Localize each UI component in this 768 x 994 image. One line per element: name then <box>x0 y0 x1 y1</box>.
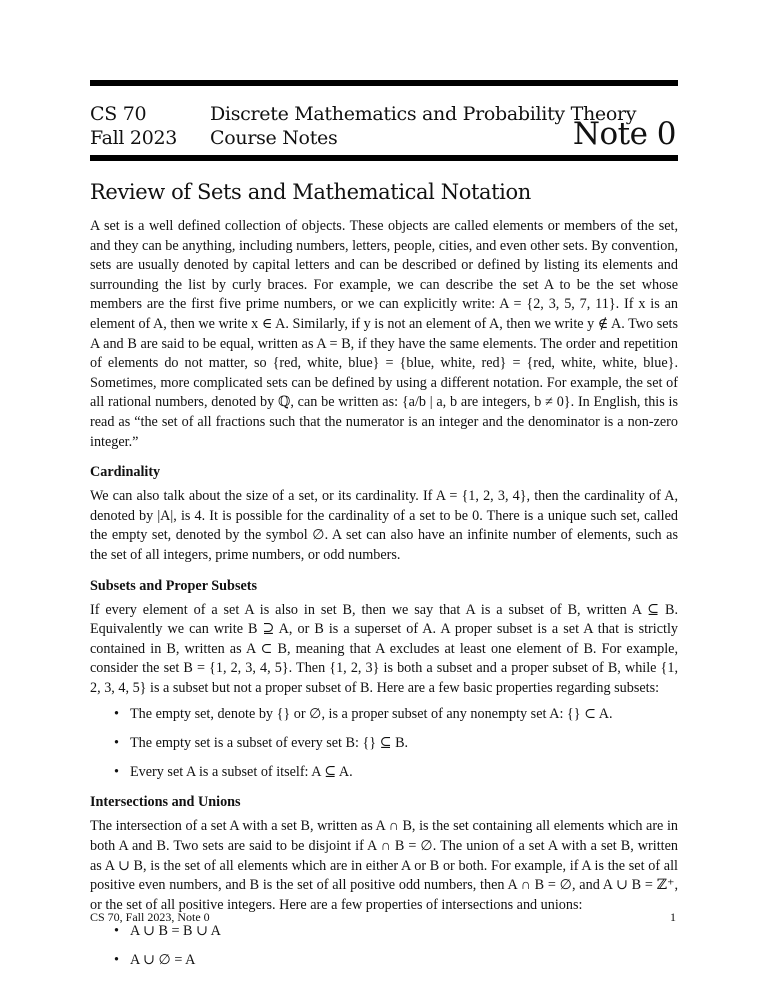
list-item: • The empty set is a subset of every set B: {} ⊆ B. <box>90 734 678 753</box>
header-bottom-rule <box>90 155 678 161</box>
note-body <box>90 217 678 980</box>
section-heading-subsets: Subsets and Proper Subsets <box>90 577 258 594</box>
list-item: • A ∪ ∅ = A <box>90 951 678 970</box>
course-title: Discrete Mathematics and Probability Theory <box>210 103 637 125</box>
list-item: • Every set A is a subset of itself: A ⊆ A. <box>90 763 678 782</box>
footer-course-note: CS 70, Fall 2023, Note 0 <box>90 910 210 924</box>
intersections-bullet-list <box>90 922 678 970</box>
subsets-paragraph: If every element of a set A is also in set B, then we say that A is a subset of B, written A ⊆ B. Equivalently we can write B ⊇ A, or B is a superset of A. A proper subset is a set A that is strictly contained in B, written as A ⊂ B, meaning that A excludes at least one element of B. For example, consider the set B = {1, 2, 3, 4, 5}. Then {1, 2, 3} is both a subset and a proper subset of B, while {1, 2, 3, 4, 5} is a subset but not a proper subset of B. Here are a few basic properties regarding subsets: <box>90 601 678 696</box>
page-title: Review of Sets and Mathematical Notation <box>90 180 531 204</box>
page-number: 1 <box>670 910 676 924</box>
course-subtitle: Course Notes <box>210 127 338 149</box>
list-item: • A ∪ B = B ∪ A <box>90 922 678 941</box>
intro-paragraph: A set is a well defined collection of objects. These objects are called elements or members of the set, and they can be anything, including numbers, letters, people, cities, and even other sets. By convention, sets are usually denoted by capital letters and can be described or defined by listing its elements and surrounding the list by curly braces. For example, we can describe the set A to be the set whose members are the first five prime numbers, or we can explicitly write: A = {2, 3, 5, 7, 11}. If x is an element of A, then we write x ∈ A. Similarly, if y is not an element of A, then we write y ∉ A. Two sets A and B are said to be equal, written as A = B, if they have the same elements. The order and repetition of elements do not matter, so {red, white, blue} = {blue, white, red} = {red, white, white, blue}. Sometimes, more complicated sets can be defined by using a different notation. For example, the set of all rational numbers, denoted by ℚ, can be written as: {a/b | a, b are integers, b ≠ 0}. In English, this is read as “the set of all fractions such that the numerator is an integer and the denominator is a non-zero integer.” <box>90 218 678 450</box>
list-item: • The empty set, denote by {} or ∅, is a proper subset of any nonempty set A: {} ⊂ A. <box>90 705 678 724</box>
subsets-bullet-list <box>90 705 678 782</box>
cardinality-paragraph: We can also talk about the size of a set, or its cardinality. If A = {1, 2, 3, 4}, then the cardinality of A, denoted by |A|, is 4. It is possible for the cardinality of a set to be 0. There is a unique such set, called the empty set, denoted by the symbol ∅. A set can also have an infinite number of elements, such as the set of all integers, prime numbers, or odd numbers. <box>90 488 678 563</box>
section-heading-cardinality: Cardinality <box>90 464 161 481</box>
term: Fall 2023 <box>90 127 178 149</box>
intersections-paragraph: The intersection of a set A with a set B, written as A ∩ B, is the set containing all elements which are in both A and B. Two sets are said to be disjoint if A ∩ B = ∅. The union of a set A with a set B, written as A ∪ B, is the set of all elements which are in either A or B or both. For example, if A is the set of all positive even numbers, and B is the set of all positive odd numbers, then A ∩ B = ∅, and A ∪ B = ℤ⁺, or the set of all positive integers. Here are a few properties of intersections and unions: <box>90 818 678 913</box>
header-top-rule <box>90 80 678 86</box>
course-code: CS 70 <box>90 103 147 125</box>
note-label: Note 0 <box>572 116 676 152</box>
section-heading-intersections: Intersections and Unions <box>90 794 241 811</box>
